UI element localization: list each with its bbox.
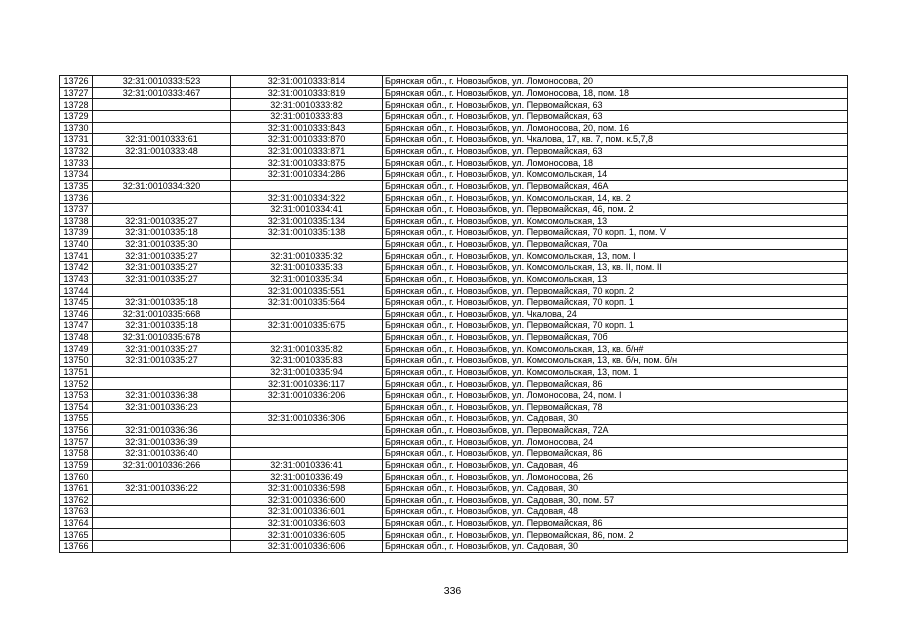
- table-row: [60, 285, 848, 297]
- parent-cadastral-cell: [93, 110, 231, 122]
- cadastral-number-cell: 32:31:0010336:41: [231, 459, 383, 471]
- cadastral-number-cell: 32:31:0010335:675: [231, 320, 383, 332]
- cadastral-number-cell: [231, 308, 383, 320]
- table-row: [60, 436, 848, 448]
- table-row: [60, 471, 848, 483]
- table-row: [60, 180, 848, 192]
- table-row: [60, 343, 848, 355]
- cadastral-number-cell: 32:31:0010335:551: [231, 285, 383, 297]
- address-cell: Брянская обл., г. Новозыбков, ул. Чкалова, 17, кв. 7, пом. к.5,7,8: [383, 134, 848, 146]
- parent-cadastral-cell: [93, 541, 231, 553]
- cadastral-number-cell: 32:31:0010333:819: [231, 87, 383, 99]
- address-cell: Брянская обл., г. Новозыбков, ул. Ломоносова, 20: [383, 76, 848, 88]
- row-number-cell: 13753: [60, 389, 93, 401]
- address-cell: Брянская обл., г. Новозыбков, ул. Садовая, 30: [383, 541, 848, 553]
- address-cell: Брянская обл., г. Новозыбков, ул. Садовая, 30: [383, 413, 848, 425]
- address-cell: Брянская обл., г. Новозыбков, ул. Ломоносова, 18, пом. 18: [383, 87, 848, 99]
- parent-cadastral-cell: [93, 529, 231, 541]
- page-number: 336: [443, 585, 462, 597]
- address-cell: Брянская обл., г. Новозыбков, ул. Комсомольская, 13: [383, 215, 848, 227]
- address-cell: Брянская обл., г. Новозыбков, ул. Первомайская, 46, пом. 2: [383, 203, 848, 215]
- cadastral-number-cell: 32:31:0010336:600: [231, 494, 383, 506]
- address-cell: Брянская обл., г. Новозыбков, ул. Садовая, 46: [383, 459, 848, 471]
- cadastral-table: [59, 75, 848, 553]
- table-row: [60, 169, 848, 181]
- parent-cadastral-cell: 32:31:0010333:61: [93, 134, 231, 146]
- table-row: [60, 378, 848, 390]
- parent-cadastral-cell: 32:31:0010334:320: [93, 180, 231, 192]
- cadastral-number-cell: [231, 180, 383, 192]
- address-cell: Брянская обл., г. Новозыбков, ул. Чкалова, 24: [383, 308, 848, 320]
- table-row: [60, 355, 848, 367]
- parent-cadastral-cell: 32:31:0010336:40: [93, 448, 231, 460]
- row-number-cell: 13750: [60, 355, 93, 367]
- address-cell: Брянская обл., г. Новозыбков, ул. Первомайская, 63: [383, 145, 848, 157]
- address-cell: Брянская обл., г. Новозыбков, ул. Первомайская, 70а: [383, 238, 848, 250]
- address-cell: Брянская обл., г. Новозыбков, ул. Первомайская, 86, пом. 2: [383, 529, 848, 541]
- table-row: [60, 99, 848, 111]
- address-cell: Брянская обл., г. Новозыбков, ул. Ломоносова, 26: [383, 471, 848, 483]
- address-cell: Брянская обл., г. Новозыбков, ул. Первомайская, 70 корп. 2: [383, 285, 848, 297]
- parent-cadastral-cell: 32:31:0010336:38: [93, 389, 231, 401]
- address-cell: Брянская обл., г. Новозыбков, ул. Первомайская, 72А: [383, 424, 848, 436]
- table-row: [60, 424, 848, 436]
- table-row: [60, 110, 848, 122]
- parent-cadastral-cell: [93, 122, 231, 134]
- row-number-cell: 13746: [60, 308, 93, 320]
- address-cell: Брянская обл., г. Новозыбков, ул. Первомайская, 70 корп. 1: [383, 320, 848, 332]
- row-number-cell: 13764: [60, 517, 93, 529]
- table-body: [60, 76, 848, 553]
- address-cell: Брянская обл., г. Новозыбков, ул. Первомайская, 70 корп. 1: [383, 296, 848, 308]
- address-cell: Брянская обл., г. Новозыбков, ул. Комсомольская, 13, кв. б/н#: [383, 343, 848, 355]
- table-row: [60, 366, 848, 378]
- table-row: [60, 517, 848, 529]
- row-number-cell: 13748: [60, 331, 93, 343]
- address-cell: Брянская обл., г. Новозыбков, ул. Садовая, 30, пом. 57: [383, 494, 848, 506]
- table-row: [60, 157, 848, 169]
- table-row: [60, 262, 848, 274]
- table-row: [60, 401, 848, 413]
- cadastral-number-cell: 32:31:0010336:117: [231, 378, 383, 390]
- row-number-cell: 13754: [60, 401, 93, 413]
- row-number-cell: 13757: [60, 436, 93, 448]
- cadastral-number-cell: 32:31:0010336:605: [231, 529, 383, 541]
- cadastral-number-cell: 32:31:0010334:41: [231, 203, 383, 215]
- table-row: [60, 494, 848, 506]
- table-row: [60, 308, 848, 320]
- parent-cadastral-cell: [93, 471, 231, 483]
- row-number-cell: 13765: [60, 529, 93, 541]
- row-number-cell: 13742: [60, 262, 93, 274]
- address-cell: Брянская обл., г. Новозыбков, ул. Комсомольская, 14: [383, 169, 848, 181]
- cadastral-number-cell: 32:31:0010336:306: [231, 413, 383, 425]
- cadastral-number-cell: 32:31:0010336:598: [231, 482, 383, 494]
- address-cell: Брянская обл., г. Новозыбков, ул. Ломоносова, 18: [383, 157, 848, 169]
- row-number-cell: 13729: [60, 110, 93, 122]
- row-number-cell: 13763: [60, 506, 93, 518]
- row-number-cell: 13730: [60, 122, 93, 134]
- row-number-cell: 13738: [60, 215, 93, 227]
- address-cell: Брянская обл., г. Новозыбков, ул. Садовая, 30: [383, 482, 848, 494]
- address-cell: Брянская обл., г. Новозыбков, ул. Комсомольская, 13, пом. 1: [383, 366, 848, 378]
- address-cell: Брянская обл., г. Новозыбков, ул. Первомайская, 70 корп. 1, пом. V: [383, 227, 848, 239]
- parent-cadastral-cell: [93, 366, 231, 378]
- cadastral-number-cell: [231, 436, 383, 448]
- parent-cadastral-cell: 32:31:0010333:467: [93, 87, 231, 99]
- table-row: [60, 122, 848, 134]
- parent-cadastral-cell: [93, 192, 231, 204]
- address-cell: Брянская обл., г. Новозыбков, ул. Комсомольская, 14, кв. 2: [383, 192, 848, 204]
- cadastral-number-cell: 32:31:0010333:843: [231, 122, 383, 134]
- address-cell: Брянская обл., г. Новозыбков, ул. Комсомольская, 13, пом. I: [383, 250, 848, 262]
- address-cell: Брянская обл., г. Новозыбков, ул. Первомайская, 70б: [383, 331, 848, 343]
- address-cell: Брянская обл., г. Новозыбков, ул. Первомайская, 86: [383, 378, 848, 390]
- row-number-cell: 13749: [60, 343, 93, 355]
- address-cell: Брянская обл., г. Новозыбков, ул. Комсомольская, 13, кв. б/н, пом. б/н: [383, 355, 848, 367]
- parent-cadastral-cell: 32:31:0010336:22: [93, 482, 231, 494]
- parent-cadastral-cell: [93, 157, 231, 169]
- cadastral-number-cell: 32:31:0010333:871: [231, 145, 383, 157]
- parent-cadastral-cell: 32:31:0010335:18: [93, 227, 231, 239]
- cadastral-number-cell: 32:31:0010336:606: [231, 541, 383, 553]
- address-cell: Брянская обл., г. Новозыбков, ул. Ломоносова, 24, пом. I: [383, 389, 848, 401]
- table-row: [60, 482, 848, 494]
- table-row: [60, 238, 848, 250]
- row-number-cell: 13766: [60, 541, 93, 553]
- parent-cadastral-cell: 32:31:0010335:668: [93, 308, 231, 320]
- row-number-cell: 13762: [60, 494, 93, 506]
- row-number-cell: 13735: [60, 180, 93, 192]
- cadastral-number-cell: 32:31:0010333:83: [231, 110, 383, 122]
- address-cell: Брянская обл., г. Новозыбков, ул. Ломоносова, 20, пом. 16: [383, 122, 848, 134]
- row-number-cell: 13760: [60, 471, 93, 483]
- row-number-cell: 13741: [60, 250, 93, 262]
- cadastral-number-cell: 32:31:0010335:82: [231, 343, 383, 355]
- row-number-cell: 13737: [60, 203, 93, 215]
- address-cell: Брянская обл., г. Новозыбков, ул. Ломоносова, 24: [383, 436, 848, 448]
- row-number-cell: 13731: [60, 134, 93, 146]
- parent-cadastral-cell: 32:31:0010333:48: [93, 145, 231, 157]
- parent-cadastral-cell: 32:31:0010335:18: [93, 320, 231, 332]
- table-row: [60, 320, 848, 332]
- address-cell: Брянская обл., г. Новозыбков, ул. Комсомольская, 13, кв. II, пом. II: [383, 262, 848, 274]
- cadastral-number-cell: 32:31:0010335:33: [231, 262, 383, 274]
- table-row: [60, 529, 848, 541]
- address-cell: Брянская обл., г. Новозыбков, ул. Комсомольская, 13: [383, 273, 848, 285]
- table-row: [60, 145, 848, 157]
- parent-cadastral-cell: 32:31:0010335:27: [93, 215, 231, 227]
- row-number-cell: 13743: [60, 273, 93, 285]
- parent-cadastral-cell: 32:31:0010335:678: [93, 331, 231, 343]
- parent-cadastral-cell: 32:31:0010335:27: [93, 355, 231, 367]
- parent-cadastral-cell: [93, 203, 231, 215]
- cadastral-number-cell: 32:31:0010335:134: [231, 215, 383, 227]
- cadastral-number-cell: 32:31:0010336:601: [231, 506, 383, 518]
- cadastral-number-cell: 32:31:0010335:94: [231, 366, 383, 378]
- parent-cadastral-cell: 32:31:0010335:27: [93, 273, 231, 285]
- cadastral-number-cell: 32:31:0010336:206: [231, 389, 383, 401]
- table-row: [60, 76, 848, 88]
- parent-cadastral-cell: [93, 378, 231, 390]
- cadastral-number-cell: 32:31:0010334:322: [231, 192, 383, 204]
- parent-cadastral-cell: 32:31:0010336:39: [93, 436, 231, 448]
- cadastral-number-cell: 32:31:0010335:138: [231, 227, 383, 239]
- row-number-cell: 13752: [60, 378, 93, 390]
- row-number-cell: 13747: [60, 320, 93, 332]
- parent-cadastral-cell: 32:31:0010335:27: [93, 343, 231, 355]
- table-row: [60, 541, 848, 553]
- address-cell: Брянская обл., г. Новозыбков, ул. Первомайская, 63: [383, 99, 848, 111]
- row-number-cell: 13734: [60, 169, 93, 181]
- parent-cadastral-cell: [93, 506, 231, 518]
- cadastral-number-cell: 32:31:0010335:32: [231, 250, 383, 262]
- parent-cadastral-cell: [93, 99, 231, 111]
- address-cell: Брянская обл., г. Новозыбков, ул. Садовая, 48: [383, 506, 848, 518]
- table-row: [60, 203, 848, 215]
- parent-cadastral-cell: 32:31:0010335:18: [93, 296, 231, 308]
- address-cell: Брянская обл., г. Новозыбков, ул. Первомайская, 78: [383, 401, 848, 413]
- table-row: [60, 215, 848, 227]
- parent-cadastral-cell: [93, 413, 231, 425]
- row-number-cell: 13756: [60, 424, 93, 436]
- table-row: [60, 227, 848, 239]
- row-number-cell: 13727: [60, 87, 93, 99]
- table-row: [60, 296, 848, 308]
- parent-cadastral-cell: 32:31:0010335:27: [93, 250, 231, 262]
- table-row: [60, 250, 848, 262]
- row-number-cell: 13755: [60, 413, 93, 425]
- parent-cadastral-cell: 32:31:0010336:23: [93, 401, 231, 413]
- row-number-cell: 13733: [60, 157, 93, 169]
- cadastral-number-cell: 32:31:0010336:49: [231, 471, 383, 483]
- table-row: [60, 459, 848, 471]
- cadastral-number-cell: 32:31:0010335:83: [231, 355, 383, 367]
- row-number-cell: 13739: [60, 227, 93, 239]
- row-number-cell: 13736: [60, 192, 93, 204]
- cadastral-number-cell: 32:31:0010333:82: [231, 99, 383, 111]
- table-row: [60, 134, 848, 146]
- cadastral-number-cell: [231, 331, 383, 343]
- row-number-cell: 13732: [60, 145, 93, 157]
- cadastral-number-cell: [231, 448, 383, 460]
- table-row: [60, 331, 848, 343]
- cadastral-number-cell: 32:31:0010333:870: [231, 134, 383, 146]
- table-row: [60, 389, 848, 401]
- cadastral-number-cell: 32:31:0010335:564: [231, 296, 383, 308]
- address-cell: Брянская обл., г. Новозыбков, ул. Первомайская, 46А: [383, 180, 848, 192]
- table-row: [60, 413, 848, 425]
- cadastral-number-cell: [231, 238, 383, 250]
- cadastral-number-cell: 32:31:0010334:286: [231, 169, 383, 181]
- parent-cadastral-cell: [93, 169, 231, 181]
- table-row: [60, 192, 848, 204]
- cadastral-number-cell: [231, 401, 383, 413]
- row-number-cell: 13745: [60, 296, 93, 308]
- row-number-cell: 13761: [60, 482, 93, 494]
- row-number-cell: 13728: [60, 99, 93, 111]
- row-number-cell: 13758: [60, 448, 93, 460]
- cadastral-number-cell: 32:31:0010335:34: [231, 273, 383, 285]
- table-row: [60, 87, 848, 99]
- parent-cadastral-cell: [93, 285, 231, 297]
- parent-cadastral-cell: [93, 494, 231, 506]
- parent-cadastral-cell: 32:31:0010335:30: [93, 238, 231, 250]
- parent-cadastral-cell: 32:31:0010333:523: [93, 76, 231, 88]
- parent-cadastral-cell: 32:31:0010336:266: [93, 459, 231, 471]
- table-row: [60, 273, 848, 285]
- row-number-cell: 13740: [60, 238, 93, 250]
- cadastral-number-cell: 32:31:0010336:603: [231, 517, 383, 529]
- table-row: [60, 448, 848, 460]
- cadastral-number-cell: 32:31:0010333:814: [231, 76, 383, 88]
- row-number-cell: 13744: [60, 285, 93, 297]
- row-number-cell: 13726: [60, 76, 93, 88]
- cadastral-number-cell: [231, 424, 383, 436]
- row-number-cell: 13759: [60, 459, 93, 471]
- address-cell: Брянская обл., г. Новозыбков, ул. Первомайская, 86: [383, 448, 848, 460]
- row-number-cell: 13751: [60, 366, 93, 378]
- table-row: [60, 506, 848, 518]
- address-cell: Брянская обл., г. Новозыбков, ул. Первомайская, 86: [383, 517, 848, 529]
- address-cell: Брянская обл., г. Новозыбков, ул. Первомайская, 63: [383, 110, 848, 122]
- parent-cadastral-cell: 32:31:0010335:27: [93, 262, 231, 274]
- parent-cadastral-cell: [93, 517, 231, 529]
- cadastral-number-cell: 32:31:0010333:875: [231, 157, 383, 169]
- parent-cadastral-cell: 32:31:0010336:36: [93, 424, 231, 436]
